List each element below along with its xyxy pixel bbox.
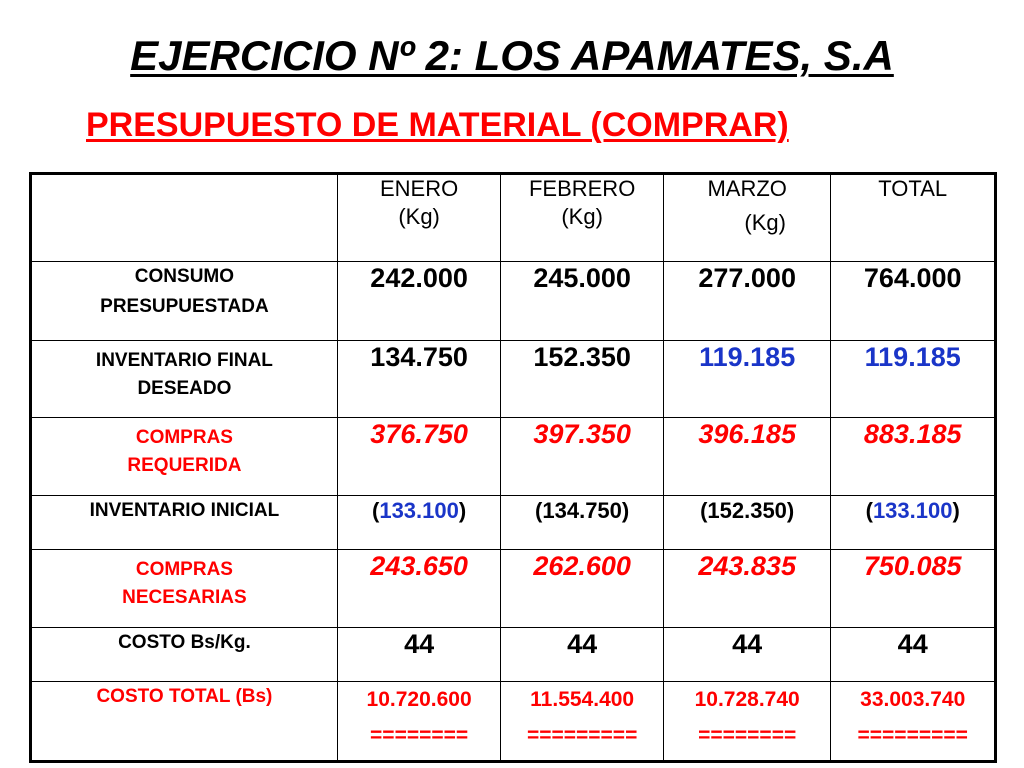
table-row-costo-total	[31, 682, 996, 762]
cell-compras-necesarias-total: 750.085	[831, 550, 996, 628]
cell-consumo-enero: 242.000	[337, 262, 501, 341]
double-underline-rule: ========	[370, 724, 469, 747]
row-label-line: CONSUMO	[134, 266, 235, 287]
double-underline-rule: ========	[698, 724, 797, 747]
header-enero-unit: (Kg)	[398, 204, 440, 229]
table-row-consumo	[31, 262, 996, 341]
costo-total-value: 10.728.740	[694, 688, 800, 711]
cell-compras-requerida-total: 883.185	[831, 418, 996, 496]
row-label-line: NECESARIAS	[122, 587, 247, 608]
costo-total-value: 33.003.740	[860, 688, 966, 711]
cell-inventario-inicial-febrero: (134.750)	[501, 496, 664, 550]
row-label-costo-total: COSTO TOTAL (Bs)	[31, 682, 338, 762]
cell-costo-total-enero	[337, 682, 501, 762]
header-row	[31, 174, 996, 262]
row-label-line: COMPRAS	[135, 427, 233, 448]
cell-costo-total-febrero	[501, 682, 664, 762]
table-row-costo	[31, 628, 996, 682]
double-underline-rule: =========	[526, 724, 638, 747]
header-total-label: TOTAL	[878, 176, 948, 201]
paren-close: )	[458, 498, 467, 523]
row-label-line: INVENTARIO FINAL	[95, 350, 273, 371]
row-label-costo: COSTO Bs/Kg.	[31, 628, 338, 682]
costo-total-value: 11.554.400	[530, 688, 635, 711]
cell-compras-necesarias-marzo: 243.835	[663, 550, 830, 628]
slide-title-text: EJERCICIO Nº 2: LOS APAMATES, S.A	[130, 32, 894, 79]
header-marzo	[663, 174, 830, 262]
double-underline-rule: =========	[857, 724, 968, 747]
slide-title	[0, 30, 1024, 82]
row-label-line: PRESUPUESTADA	[100, 296, 269, 317]
cell-compras-necesarias-febrero: 262.600	[501, 550, 664, 628]
table-row-inventario-inicial	[31, 496, 996, 550]
cell-costo-total-marzo	[663, 682, 830, 762]
header-marzo-month: MARZO	[707, 176, 787, 201]
row-label-line: REQUERIDA	[127, 455, 242, 476]
paren-close: )	[952, 498, 960, 523]
header-marzo-unit: (Kg)	[744, 210, 786, 235]
inventario-inicial-enero-value: 133.100	[379, 498, 459, 523]
slide-subtitle: PRESUPUESTO DE MATERIAL (COMPRAR)	[86, 106, 789, 144]
paren-open: (	[372, 498, 380, 523]
cell-compras-requerida-enero: 376.750	[337, 418, 501, 496]
header-enero-month: ENERO	[379, 176, 459, 201]
cell-inventario-inicial-total	[831, 496, 996, 550]
header-total	[831, 174, 996, 262]
table-row-compras-requerida	[31, 418, 996, 496]
cell-consumo-total: 764.000	[831, 262, 996, 341]
table-row-compras-necesarias	[31, 550, 996, 628]
cell-costo-total: 44	[831, 628, 996, 682]
cell-compras-necesarias-enero: 243.650	[337, 550, 501, 628]
row-label-inventario-final	[31, 341, 338, 418]
header-enero	[337, 174, 501, 262]
row-label-consumo	[31, 262, 338, 341]
cell-inventario-final-enero: 134.750	[337, 341, 501, 418]
header-empty-cell	[31, 174, 338, 262]
inventario-inicial-total-value: 133.100	[872, 498, 953, 523]
cell-inventario-final-total: 119.185	[831, 341, 996, 418]
cell-costo-enero: 44	[337, 628, 501, 682]
header-febrero-month: FEBRERO	[528, 176, 636, 201]
cell-inventario-inicial-enero	[337, 496, 501, 550]
row-label-inventario-inicial: INVENTARIO INICIAL	[31, 496, 338, 550]
cell-inventario-final-febrero: 152.350	[501, 341, 664, 418]
row-label-line: COMPRAS	[135, 559, 233, 580]
cell-costo-febrero: 44	[501, 628, 664, 682]
row-label-line: DESEADO	[137, 378, 232, 399]
row-label-compras-necesarias	[31, 550, 338, 628]
cell-compras-requerida-febrero: 397.350	[501, 418, 664, 496]
paren-open: (	[865, 498, 873, 523]
header-febrero-unit: (Kg)	[561, 204, 603, 229]
cell-costo-total-total	[831, 682, 996, 762]
cell-compras-requerida-marzo: 396.185	[663, 418, 830, 496]
cell-consumo-febrero: 245.000	[501, 262, 664, 341]
row-label-compras-requerida	[31, 418, 338, 496]
cell-inventario-final-marzo: 119.185	[663, 341, 830, 418]
header-febrero	[501, 174, 664, 262]
cell-costo-marzo: 44	[663, 628, 830, 682]
material-budget-table	[29, 172, 997, 763]
cell-inventario-inicial-marzo: (152.350)	[663, 496, 830, 550]
cell-consumo-marzo: 277.000	[663, 262, 830, 341]
table-row-inventario-final	[31, 341, 996, 418]
costo-total-value: 10.720.600	[366, 688, 472, 711]
